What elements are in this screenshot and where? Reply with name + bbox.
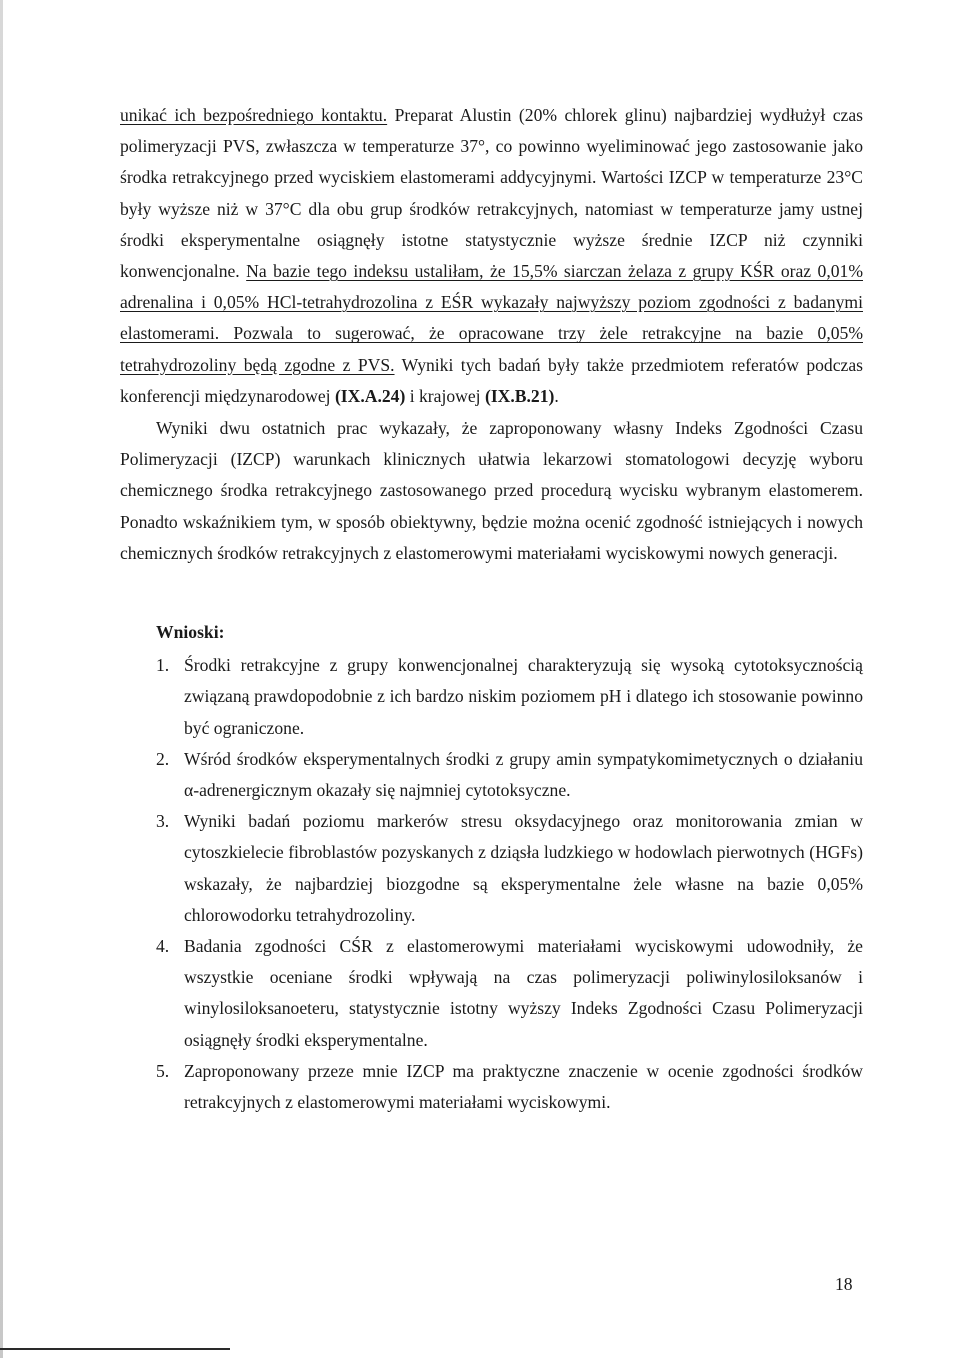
- list-item-number: 3.: [156, 811, 170, 832]
- list-item-number: 4.: [156, 936, 170, 957]
- paragraph-text: .: [554, 385, 559, 406]
- list-item-text: Środki retrakcyjne z grupy konwencjonalnej charakteryzują się wysoką cytotoksycznością związaną prawdopodobnie z ich bardzo niskim poziomem pH i dlatego ich stosowanie powinno być ograniczone.: [184, 655, 863, 738]
- underlined-finding: Na bazie tego indeksu ustaliłam, że 15,5% siarczan żelaza z grupy KŚR oraz 0,01% adrenalina i 0,05% HCl-tetrahydrozolina z EŚR wykazały najwyższy poziom zgodności z badanymi elastomerami. Pozwala to sugerować, że opracowane trzy żele retrakcyjne na bazie 0,05% tetrahydrozoliny będą zgodne z PVS.: [120, 261, 863, 375]
- paragraph-text: i krajowej: [405, 385, 485, 406]
- list-item-number: 1.: [156, 655, 170, 676]
- reference-international: (IX.A.24): [334, 385, 406, 406]
- paragraph-summary: Wyniki dwu ostatnich prac wykazały, że zaproponowany własny Indeks Zgodności Czasu Polimeryzacji (IZCP) warunkach klinicznych ułatwia lekarzowi stomatologowi decyzję wyboru chemicznego środka retrakcyjnego zastosowanego przed procedurą wycisku wybranym elastomerem. Ponadto wskaźnikiem tym, w sposób obiektywny, będzie można ocenić zgodność istniejących i nowych chemicznych środków retrakcyjnych z elastomerowymi materiałami wyciskowymi nowych generacji.: [120, 418, 863, 563]
- list-item-text: Wśród środków eksperymentalnych środki z grupy amin sympatykomimetycznych o działaniu α-adrenergicznym okazały się najmniej cytotoksyczne.: [184, 748, 863, 801]
- document-page: [120, 100, 863, 1118]
- underlined-text: unikać ich bezpośredniego kontaktu.: [120, 105, 388, 125]
- list-item: [120, 1056, 863, 1118]
- page-number: 18: [835, 1274, 853, 1294]
- paragraph-text: Preparat Alustin (20% chlorek glinu) najbardziej wydłużył czas polimeryzacji PVS, zwłaszcza w temperaturze 37°, co powinno wyeliminować jego zastosowanie jako środka retrakcyjnego przed wyciskiem elastomerami addycyjnymi. Wartości IZCP w temperaturze 23°C były wyższe niż w 37°C dla obu grup środków retrakcyjnych, natomiast w temperaturze jamy ustnej środki eksperymentalne osiągnęły istotne statystycznie wyższe średnie IZCP niż czynniki konwencjonalne.: [120, 105, 863, 282]
- list-item-text: Wyniki badań poziomu markerów stresu oksydacyjnego oraz monitorowania zmian w cytoszkielecie fibroblastów pozyskanych z dziąsła ludzkiego w hodowlach pierwotnych (HGFs) wskazały, że najbardziej biozgodne są eksperymentalne żele własne na bazie 0,05% chlorowodorku tetrahydrozoliny.: [184, 811, 863, 925]
- list-item-text: Zaproponowany przeze mnie IZCP ma praktyczne znaczenie w ocenie zgodności środków retrakcyjnych z elastomerowymi materiałami wyciskowymi.: [184, 1060, 863, 1113]
- conclusions-heading: Wnioski:: [156, 622, 225, 643]
- paragraph-text: Wyniki tych badań były także przedmiotem referatów podczas konferencji międzynarodowej: [120, 354, 863, 406]
- list-item: [120, 744, 863, 806]
- list-item-text: Badania zgodności CŚR z elastomerowymi materiałami wyciskowymi udowodniły, że wszystkie oceniane środki wpływają na czas polimeryzacji poliwinylosiloksanów i winylosiloksanoeteru, statystycznie istotny wyższy Indeks Zgodności Czasu Polimeryzacji osiągnęły środki eksperymentalne.: [184, 936, 863, 1050]
- paragraph-continuation: [120, 100, 863, 412]
- list-item-number: 5.: [156, 1060, 170, 1081]
- reference-national: (IX.B.21): [484, 385, 555, 406]
- scan-bottom-rule: [0, 1348, 230, 1350]
- scan-left-edge: [0, 0, 3, 1358]
- conclusions-list: [120, 650, 863, 1118]
- list-item: [120, 931, 863, 1056]
- list-item: [120, 806, 863, 931]
- list-item-number: 2.: [156, 748, 170, 769]
- list-item: [120, 650, 863, 744]
